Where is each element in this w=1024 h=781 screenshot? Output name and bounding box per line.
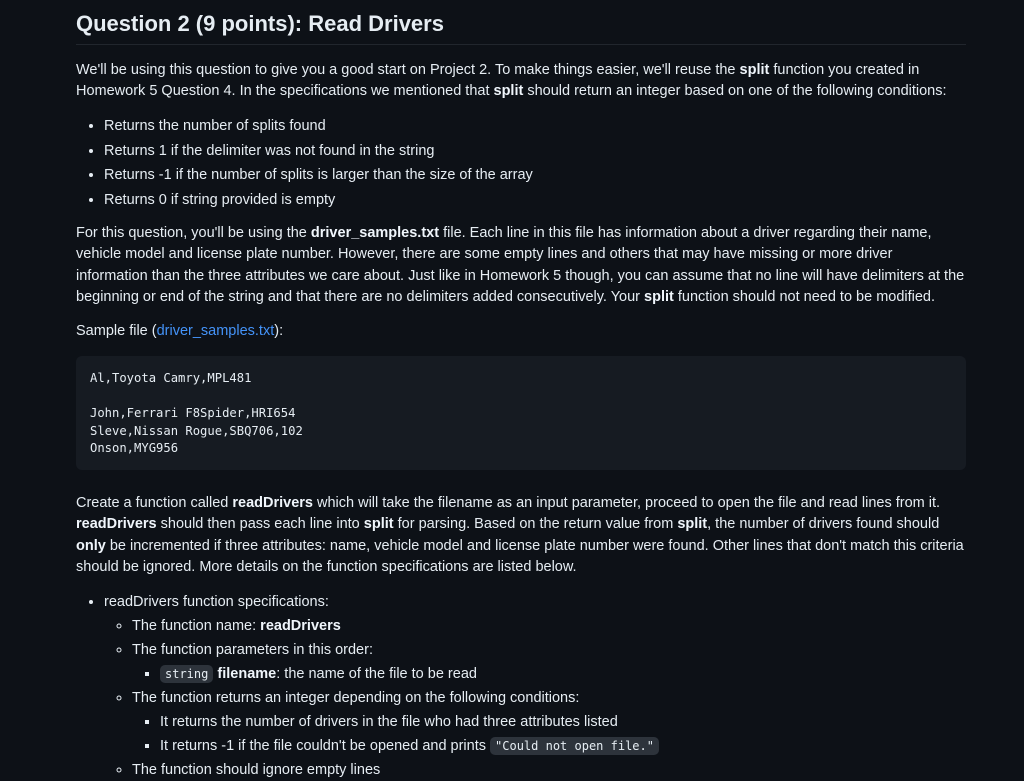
list-item: • Returns -1 if the number of splits is larger than the size of the array xyxy=(104,163,966,188)
list-item: • readDrivers function specifications: ◦ The function name: readDrivers ◦ The function parameters in this order: ▪ string filename: the name of the file to be read ◦ The function returns an integer depending on the following conditions: ▪ It returns the number of drivers in the file who had three attributes listed ▪ It returns -1 if the file couldn't be opened and prints "Could not open file." ◦ The function should ignore empty lines xyxy=(104,592,966,781)
code-line xyxy=(90,388,952,406)
sample-code-block xyxy=(76,356,966,470)
list-item: ◦ The function should ignore empty lines xyxy=(132,760,966,781)
code-line: John,Ferrari F8Spider,HRI654 xyxy=(90,406,296,421)
inline-code: string xyxy=(160,665,213,683)
sample-file-label: Sample file (driver_samples.txt): xyxy=(76,323,284,340)
intro-paragraph: We'll be using this question to give you a good start on Project 2. To make things easier, we'll reuse the split function you created in Homework 5 Question 4. In the specifications we mentioned that split should return an integer based on one of the following conditions: xyxy=(76,62,947,99)
list-item: ▪ It returns the number of drivers in the file who had three attributes listed xyxy=(160,712,966,733)
code-line: Sleve,Nissan Rogue,SBQ706,102 xyxy=(90,423,303,438)
list-item: ◦ The function parameters in this order: ▪ string filename: the name of the file to be read xyxy=(132,640,966,685)
question-content xyxy=(76,0,966,781)
sample-file-link[interactable]: driver_samples.txt xyxy=(156,323,275,340)
list-item: • Returns 1 if the delimiter was not found in the string xyxy=(104,139,966,164)
file-description-paragraph: For this question, you'll be using the driver_samples.txt file. Each line in this file has information about a driver regarding their name, vehicle model and license plate number. However, there are some empty lines and others that may have missing or more driver information than the three attributes we care about. Just like in Homework 5 though, you can assume that no line will have delimiters at the beginning or end of the string and that there are no delimiters added consecutively. Your split function should not need to be modified. xyxy=(76,225,965,305)
inline-code: "Could not open file." xyxy=(490,737,659,755)
return-conditions-list xyxy=(76,114,966,212)
question-heading: Question 2 (9 points): Read Drivers xyxy=(76,0,966,45)
spec-sublist xyxy=(104,616,966,781)
list-item: ▪ string filename: the name of the file to be read xyxy=(160,664,966,685)
code-line: Onson,MYG956 xyxy=(90,441,179,456)
list-item: ◦ The function returns an integer depending on the following conditions: ▪ It returns the number of drivers in the file who had three attributes listed ▪ It returns -1 if the file couldn't be opened and prints "Could not open file." xyxy=(132,688,966,757)
list-item: ▪ It returns -1 if the file couldn't be opened and prints "Could not open file." xyxy=(160,736,966,757)
list-item: • Returns 0 if string provided is empty xyxy=(104,188,966,213)
specifications-list xyxy=(76,592,966,781)
list-item: ◦ The function name: readDrivers xyxy=(132,616,966,637)
params-sublist xyxy=(132,664,966,685)
code-line: Al,Toyota Camry,MPL481 xyxy=(90,371,252,386)
task-paragraph: Create a function called readDrivers which will take the filename as an input parameter, proceed to open the file and read lines from it. readDrivers should then pass each line into split for parsing. Based on the return value from split, the number of drivers found should only be incremented if three attributes: name, vehicle model and license plate number were found. Other lines that don't match this criteria should be ignored. More details on the function specifications are listed below. xyxy=(76,495,964,576)
returns-sublist xyxy=(132,712,966,757)
list-item: • Returns the number of splits found xyxy=(104,114,966,139)
